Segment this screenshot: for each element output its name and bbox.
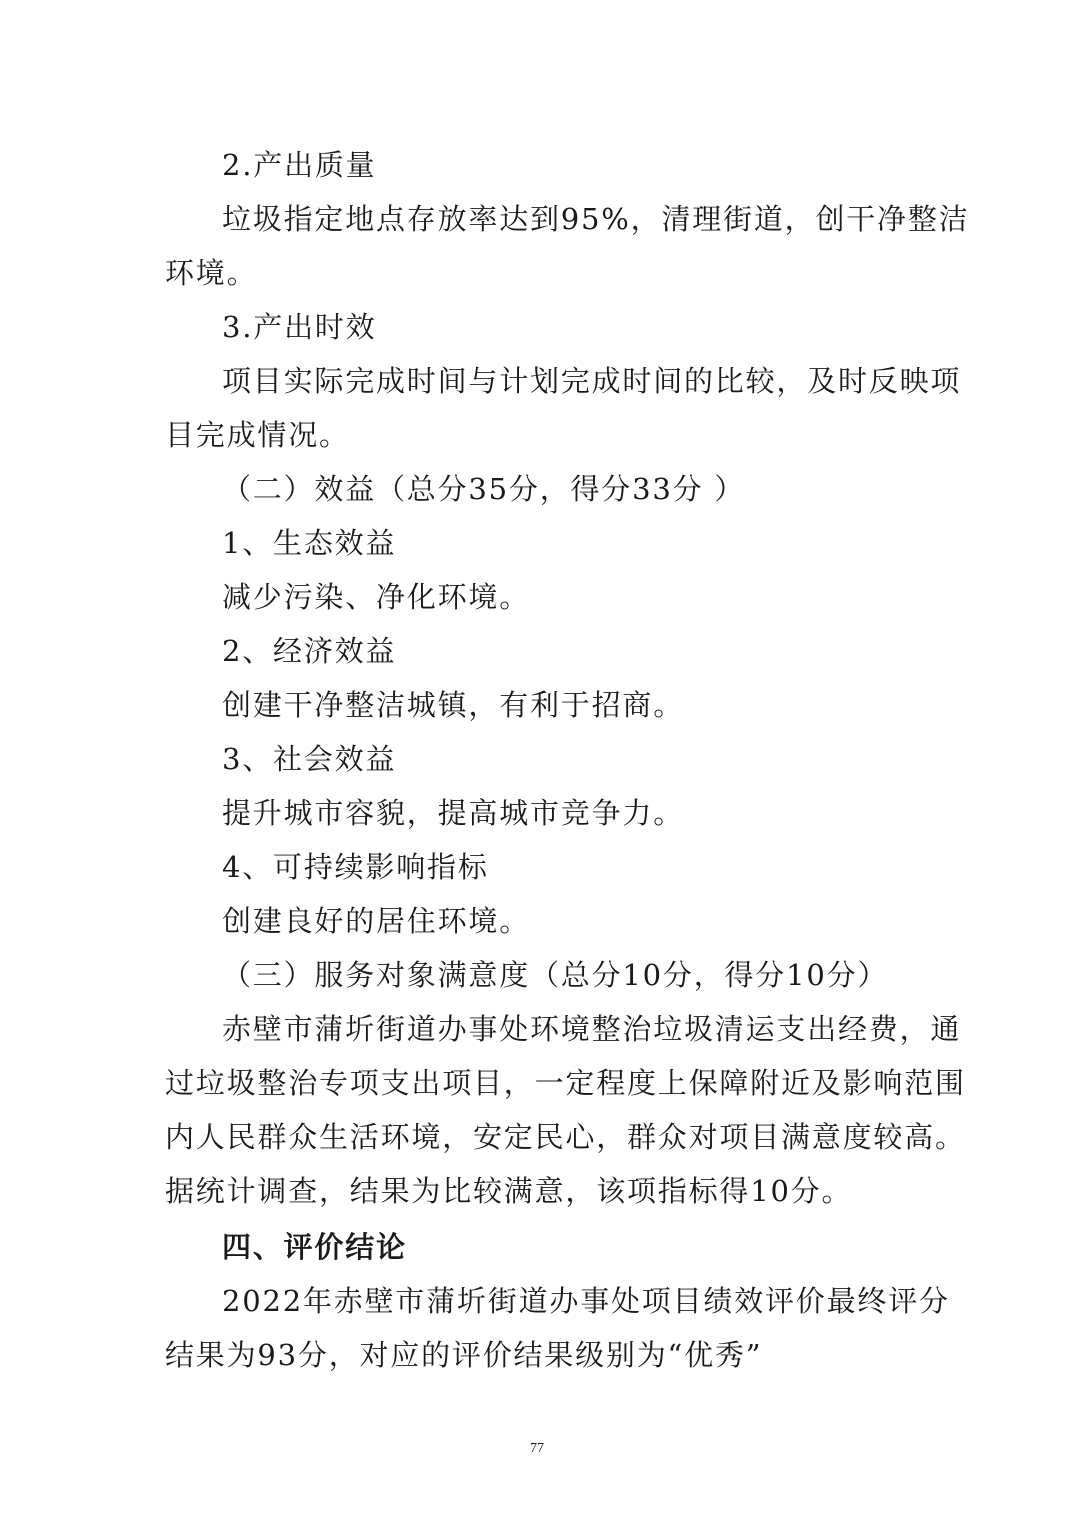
paragraph-line: 创建干净整洁城镇，有利于招商。	[222, 688, 685, 722]
section-heading-conclusion: 四、评价结论	[222, 1230, 407, 1264]
heading-output-timeliness: 3.产出时效	[222, 310, 377, 344]
paragraph-line: 赤壁市蒲圻街道办事处环境整治垃圾清运支出经费，通	[222, 1012, 962, 1046]
heading-ecological-benefit: 1、生态效益	[222, 526, 397, 560]
paragraph-line: 据统计调查，结果为比较满意，该项指标得10分。	[165, 1174, 853, 1208]
paragraph-line: 项目实际完成时间与计划完成时间的比较，及时反映项	[222, 364, 962, 398]
paragraph-line: 创建良好的居住环境。	[222, 904, 531, 938]
paragraph-line: 垃圾指定地点存放率达到95%，清理街道，创干净整洁	[222, 202, 970, 236]
paragraph-line: 减少污染、净化环境。	[222, 580, 531, 614]
paragraph-line: 提升城市容貌，提高城市竞争力。	[222, 796, 685, 830]
heading-economic-benefit: 2、经济效益	[222, 634, 397, 668]
section-heading-satisfaction: （三）服务对象满意度（总分10分，得分10分）	[222, 958, 889, 992]
paragraph-line: 过垃圾整治专项支出项目，一定程度上保障附近及影响范围	[165, 1066, 966, 1100]
paragraph-line: 环境。	[165, 256, 258, 290]
heading-sustainable-impact: 4、可持续影响指标	[222, 850, 489, 884]
paragraph-line: 结果为93分，对应的评价结果级别为“优秀”	[165, 1338, 763, 1372]
page-number: 77	[530, 1441, 544, 1456]
paragraph-line: 内人民群众生活环境，安定民心，群众对项目满意度较高。	[165, 1120, 966, 1154]
heading-output-quality: 2.产出质量	[222, 148, 377, 182]
section-heading-benefits: （二）效益（总分35分，得分33分 ）	[222, 472, 746, 506]
paragraph-line: 2022年赤壁市蒲圻街道办事处项目绩效评价最终评分	[222, 1284, 950, 1318]
heading-social-benefit: 3、社会效益	[222, 742, 397, 776]
paragraph-line: 目完成情况。	[165, 418, 350, 452]
